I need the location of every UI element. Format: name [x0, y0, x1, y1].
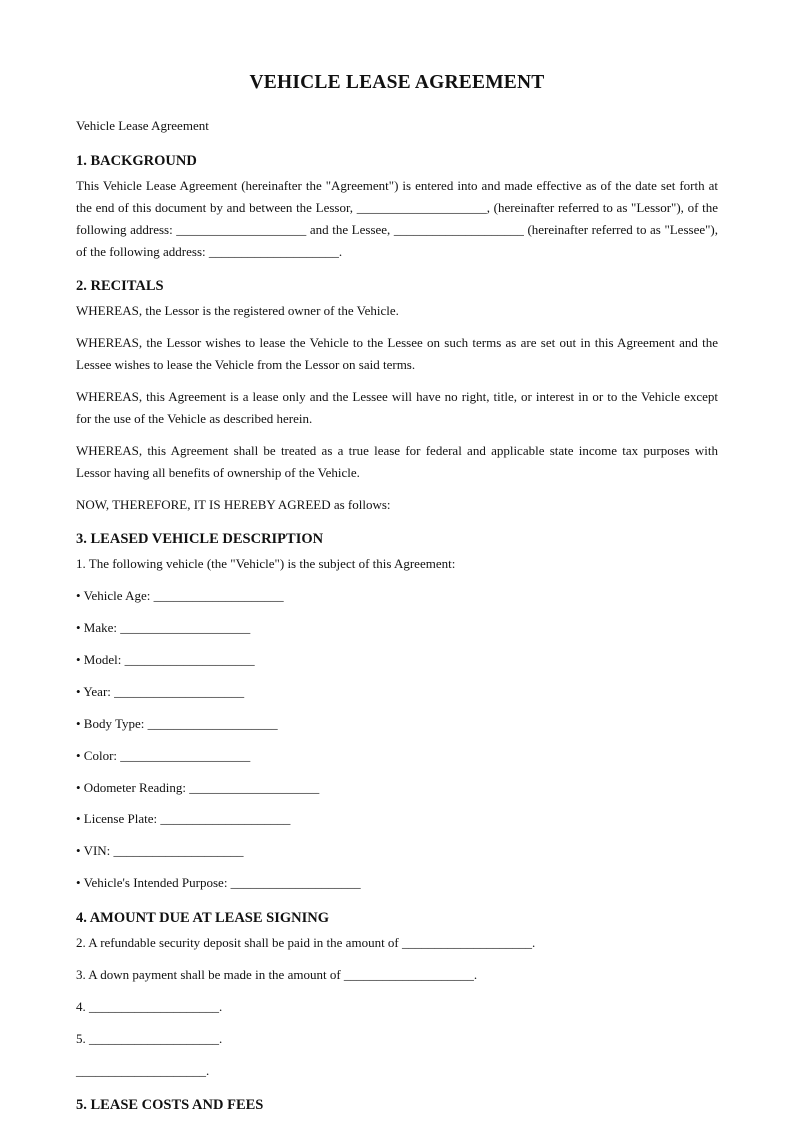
recital-paragraph-4: WHEREAS, this Agreement shall be treated as a true lease for federal and applicable state income tax purposes with Lessor having all benefits of ownership of the Vehicle. — [76, 443, 718, 480]
vehicle-field-age: • Vehicle Age: ____________________ — [76, 588, 284, 603]
document-subtitle: Vehicle Lease Agreement — [76, 118, 209, 133]
amount-due-item-blank: ____________________. — [76, 1063, 210, 1078]
vehicle-field-intended-purpose: • Vehicle's Intended Purpose: ____________________ — [76, 875, 361, 890]
vehicle-description-intro: 1. The following vehicle (the "Vehicle") is the subject of this Agreement: — [76, 556, 456, 571]
amount-due-item-down-payment: 3. A down payment shall be made in the amount of ____________________. — [76, 967, 478, 982]
vehicle-field-vin: • VIN: ____________________ — [76, 843, 244, 858]
amount-due-item-4: 4. ____________________. — [76, 999, 223, 1014]
vehicle-field-license-plate: • License Plate: ____________________ — [76, 811, 291, 826]
recital-paragraph-3: WHEREAS, this Agreement is a lease only and the Lessee will have no right, title, or interest in or to the Vehicle except for the use of the Vehicle as described herein. — [76, 389, 718, 426]
background-paragraph: This Vehicle Lease Agreement (hereinafter the "Agreement") is entered into and made effective as of the date set forth at the end of this document by and between the Lessor, ____________________, (hereinafter referred to as "Lessor"), of the following address: ____________________ and the Lessee, ____________________ (hereinafter referred to as "Lessee"), of the following address: ____________________. — [76, 178, 718, 259]
vehicle-field-year: • Year: ____________________ — [76, 684, 245, 699]
vehicle-field-make: • Make: ____________________ — [76, 620, 251, 635]
section-heading-background: 1. BACKGROUND — [76, 153, 197, 169]
vehicle-field-color: • Color: ____________________ — [76, 748, 251, 763]
recital-paragraph-5: NOW, THEREFORE, IT IS HEREBY AGREED as follows: — [76, 497, 391, 512]
recital-paragraph-1: WHEREAS, the Lessor is the registered owner of the Vehicle. — [76, 303, 399, 318]
amount-due-item-5: 5. ____________________. — [76, 1031, 223, 1046]
section-heading-amount-due: 4. AMOUNT DUE AT LEASE SIGNING — [76, 910, 330, 926]
vehicle-field-odometer: • Odometer Reading: ____________________ — [76, 780, 320, 795]
section-heading-vehicle-description: 3. LEASED VEHICLE DESCRIPTION — [76, 531, 324, 547]
amount-due-item-security-deposit: 2. A refundable security deposit shall be paid in the amount of ____________________. — [76, 935, 536, 950]
section-heading-lease-costs: 5. LEASE COSTS AND FEES — [76, 1097, 264, 1113]
vehicle-field-body-type: • Body Type: ____________________ — [76, 716, 278, 731]
section-heading-recitals: 2. RECITALS — [76, 278, 164, 294]
document-title: VEHICLE LEASE AGREEMENT — [249, 72, 545, 93]
vehicle-field-model: • Model: ____________________ — [76, 652, 255, 667]
recital-paragraph-2: WHEREAS, the Lessor wishes to lease the Vehicle to the Lessee on such terms as are set out in this Agreement and the Lessee wishes to lease the Vehicle from the Lessor on said terms. — [76, 335, 718, 372]
